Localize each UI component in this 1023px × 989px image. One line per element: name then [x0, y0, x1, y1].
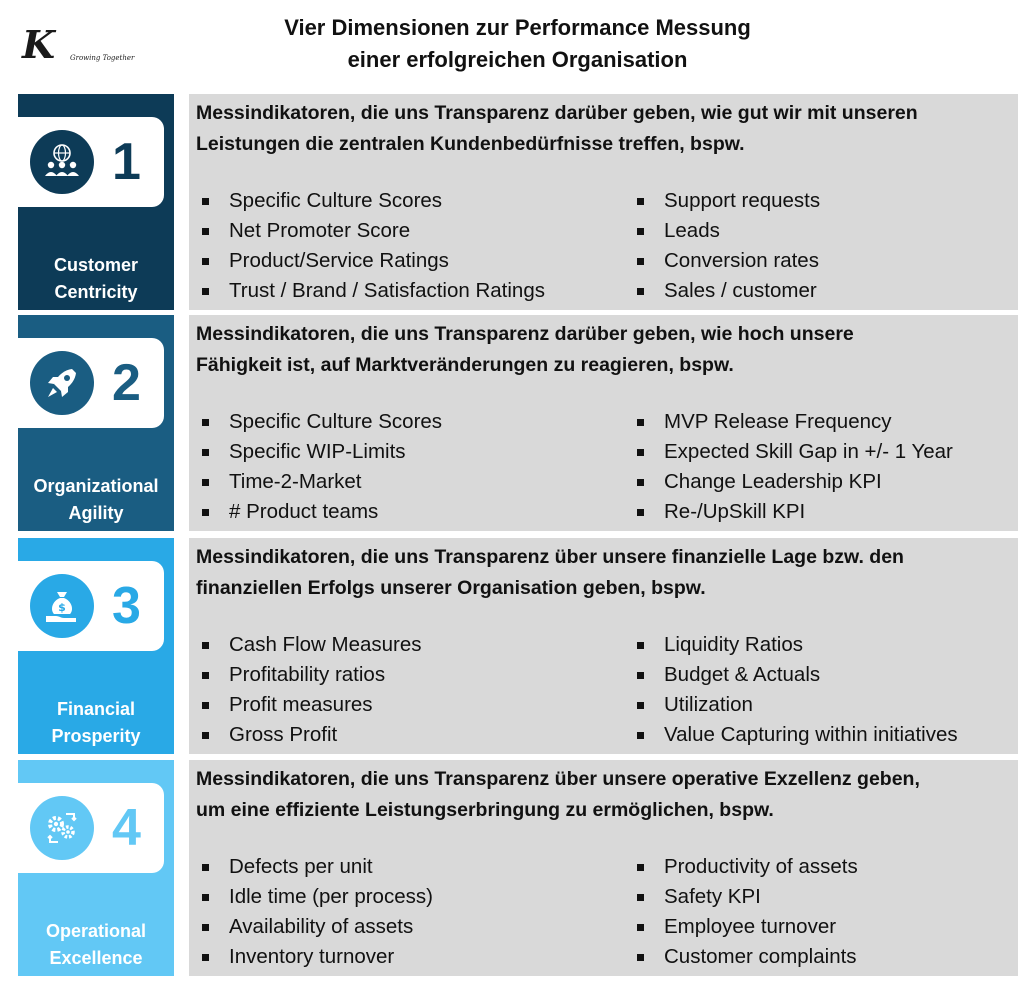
kpi-item: Safety KPI	[637, 882, 858, 912]
title-line-1: Vier Dimensionen zur Performance Messung	[284, 15, 751, 40]
company-logo	[22, 22, 137, 70]
kpi-item: Profitability ratios	[202, 660, 422, 690]
svg-text:$: $	[58, 601, 66, 614]
kpi-list-left	[202, 186, 545, 306]
kpi-item: Defects per unit	[202, 852, 433, 882]
dimension-label	[18, 918, 174, 972]
dimension-label	[18, 473, 174, 527]
dimension-heading	[196, 98, 1011, 160]
rocket-icon	[30, 351, 94, 415]
kpi-item: Productivity of assets	[637, 852, 858, 882]
dimension-number: 3	[112, 577, 141, 635]
dimension-tile	[18, 783, 164, 873]
dimension-label-line-2: Excellence	[49, 948, 143, 968]
dimension-heading	[196, 542, 1011, 604]
heading-line-2: Fähigkeit ist, auf Marktveränderungen zu reagieren, bspw.	[196, 354, 734, 376]
kpi-item: Customer complaints	[637, 942, 858, 972]
heading-line-2: Leistungen die zentralen Kundenbedürfnisse treffen, bspw.	[196, 133, 745, 155]
heading-line-2: um eine effiziente Leistungserbringung zu ermöglichen, bspw.	[196, 799, 774, 821]
dimension-tile	[18, 561, 164, 651]
heading-line-1: Messindikatoren, die uns Transparenz über unsere finanzielle Lage bzw. den	[196, 546, 904, 568]
kpi-item: Specific Culture Scores	[202, 407, 442, 437]
heading-line-1: Messindikatoren, die uns Transparenz darüber geben, wie gut wir mit unseren	[196, 102, 918, 124]
kpi-item: Gross Profit	[202, 720, 422, 750]
kpi-list-right	[637, 852, 858, 972]
people-globe-icon	[30, 130, 94, 194]
kpi-item: Product/Service Ratings	[202, 246, 545, 276]
dimension-label-line-2: Agility	[68, 503, 124, 523]
logo-mark: K	[22, 22, 52, 67]
dimension-row-4	[18, 760, 1018, 976]
dimension-tile	[18, 117, 164, 207]
logo-tagline: Growing Together	[70, 54, 135, 62]
dimension-sidebar	[18, 760, 174, 976]
kpi-item: Conversion rates	[637, 246, 820, 276]
kpi-list-right	[637, 407, 953, 527]
dimension-row-3	[18, 538, 1018, 754]
heading-line-1: Messindikatoren, die uns Transparenz darüber geben, wie hoch unsere	[196, 323, 854, 345]
kpi-item: Specific WIP-Limits	[202, 437, 442, 467]
kpi-item: Change Leadership KPI	[637, 467, 953, 497]
dimension-heading	[196, 764, 1011, 826]
kpi-item: Inventory turnover	[202, 942, 433, 972]
kpi-item: Sales / customer	[637, 276, 820, 306]
kpi-item: Leads	[637, 216, 820, 246]
kpi-list-left	[202, 407, 442, 527]
kpi-item: Value Capturing within initiatives	[637, 720, 958, 750]
dimension-label	[18, 696, 174, 750]
kpi-list-right	[637, 186, 820, 306]
kpi-item: Budget & Actuals	[637, 660, 958, 690]
dimension-tile	[18, 338, 164, 428]
kpi-list-right	[637, 630, 958, 750]
dimension-label-line-1: Financial	[56, 699, 136, 719]
money-bag-hand-icon	[30, 574, 94, 638]
kpi-item: Utilization	[637, 690, 958, 720]
kpi-item: Time-2-Market	[202, 467, 442, 497]
kpi-item: Trust / Brand / Satisfaction Ratings	[202, 276, 545, 306]
dimension-label-line-1: Operational	[45, 921, 147, 941]
dimension-panel	[189, 315, 1018, 531]
dimension-number: 2	[112, 354, 141, 412]
kpi-item: Liquidity Ratios	[637, 630, 958, 660]
kpi-item: Support requests	[637, 186, 820, 216]
dimension-label-line-2: Centricity	[54, 282, 138, 302]
dimension-heading	[196, 319, 1011, 381]
page-title	[200, 12, 835, 76]
dimension-label-line-1: Customer	[53, 255, 138, 275]
title-line-2: einer erfolgreichen Organisation	[347, 47, 688, 72]
dimension-row-1	[18, 94, 1018, 310]
kpi-item: Profit measures	[202, 690, 422, 720]
kpi-item: Employee turnover	[637, 912, 858, 942]
dimension-label-line-1: Organizational	[33, 476, 159, 496]
kpi-list-left	[202, 630, 422, 750]
kpi-item: Re-/UpSkill KPI	[637, 497, 953, 527]
gears-icon	[30, 796, 94, 860]
dimension-number: 1	[112, 133, 141, 191]
dimension-label	[18, 252, 174, 306]
dimension-sidebar	[18, 94, 174, 310]
dimension-panel	[189, 538, 1018, 754]
dimension-sidebar	[18, 538, 174, 754]
dimension-panel	[189, 94, 1018, 310]
kpi-item: MVP Release Frequency	[637, 407, 953, 437]
kpi-item: Availability of assets	[202, 912, 433, 942]
kpi-item: Idle time (per process)	[202, 882, 433, 912]
heading-line-1: Messindikatoren, die uns Transparenz über unsere operative Exzellenz geben,	[196, 768, 920, 790]
dimension-label-line-2: Prosperity	[51, 726, 141, 746]
kpi-item: Specific Culture Scores	[202, 186, 545, 216]
heading-line-2: finanziellen Erfolgs unserer Organisation geben, bspw.	[196, 577, 706, 599]
kpi-item: Expected Skill Gap in +/- 1 Year	[637, 437, 953, 467]
kpi-item: Cash Flow Measures	[202, 630, 422, 660]
kpi-item: Net Promoter Score	[202, 216, 545, 246]
dimension-row-2	[18, 315, 1018, 531]
kpi-item: # Product teams	[202, 497, 442, 527]
dimension-sidebar	[18, 315, 174, 531]
dimension-number: 4	[112, 799, 141, 857]
kpi-list-left	[202, 852, 433, 972]
dimension-panel	[189, 760, 1018, 976]
